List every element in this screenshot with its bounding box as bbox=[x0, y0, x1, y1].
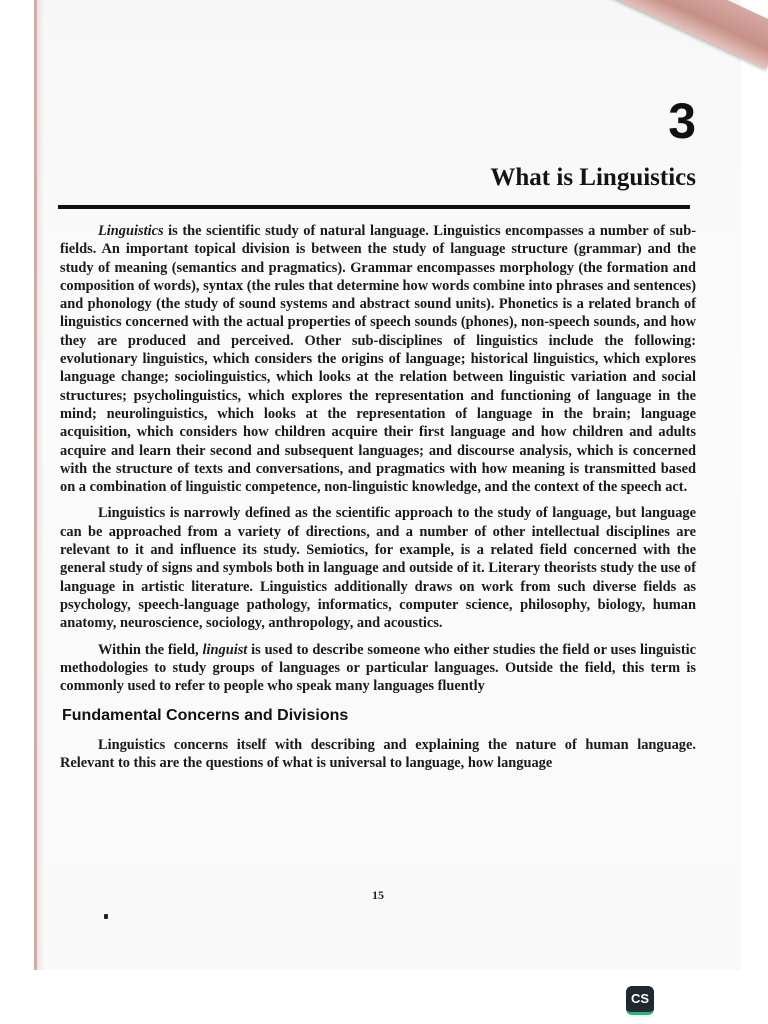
paragraph-1 bbox=[60, 222, 696, 496]
paragraph-2 bbox=[60, 504, 696, 632]
paragraph-3 bbox=[60, 641, 696, 696]
section-paragraph-text: Linguistics concerns itself with describing and explaining the nature of human language. Relevant to this are the questions of what is universal to language, how language bbox=[60, 736, 696, 772]
page-number: 15 bbox=[372, 888, 384, 902]
camscanner-badge-icon: CS bbox=[626, 986, 654, 1015]
paragraph-1-lead: Linguistics bbox=[98, 223, 164, 239]
paragraph-3-before: Within the field, bbox=[98, 641, 203, 658]
chapter-title: What is Linguistics bbox=[490, 164, 696, 191]
paragraph-3-emph: linguist bbox=[202, 641, 248, 658]
binding-shadow bbox=[34, 0, 44, 970]
chapter-number: 3 bbox=[668, 93, 696, 149]
paragraph-2-text: Linguistics is narrowly defined as the scientific approach to the study of language, but language can be approached from a variety of directions, and a number of other intellectual disciplines are relevant to it and influence its study. Semiotics, for example, is a related field concerned with the general study of signs and symbols both in language and outside of it. Literary theorists study the use of language in artistic literature. Linguistics additionally draws on work from such diverse fields as psychology, speech-language pathology, informatics, computer science, philosophy, biology, human anatomy, neuroscience, sociology, anthropology, and acoustics. bbox=[60, 505, 696, 632]
ink-speck bbox=[104, 914, 108, 919]
title-rule bbox=[58, 205, 690, 209]
paragraph-3-text: is used to describe someone who either studies the field or uses linguistic methodologies to study groups of languages or particular languages. Outside the field, this term is commonly used to refer to people who speak many languages fluently bbox=[60, 641, 696, 695]
body-text bbox=[60, 222, 696, 780]
section-heading: Fundamental Concerns and Divisions bbox=[62, 707, 349, 725]
paragraph-1-text: is the scientific study of natural language. Linguistics encompasses a number of sub-fields. An important topical division is between the study of language structure (grammar) and the study of meaning (semantics and pragmatics). Grammar encompasses morphology (the formation and composition of words), syntax (the rules that determine how words combine into phrases and sentences) and phonology (the study of sound systems and abstract sound units). Phonetics is a related branch of linguistics concerned with the actual properties of speech sounds (phones), non-speech sounds, and how they are produced and perceived. Other sub-disciplines of linguistics include the following: evolutionary linguistics, which considers the origins of language; historical linguistics, which explores language change; sociolinguistics, which looks at the relation between linguistic variation and social structures; psycholinguistics, which explores the representation and functioning of language in the mind; neurolinguistics, which looks at the representation of language in the brain; language acquisition, which considers how children acquire their first language and how children and adults acquire and learn their second and subsequent languages; and discourse analysis, which is concerned with the structure of texts and conversations, and pragmatics with how meaning is transmitted based on a combination of linguistic competence, non-linguistic knowledge, and the context of the speech act. bbox=[60, 223, 696, 496]
section-paragraph bbox=[60, 736, 696, 773]
